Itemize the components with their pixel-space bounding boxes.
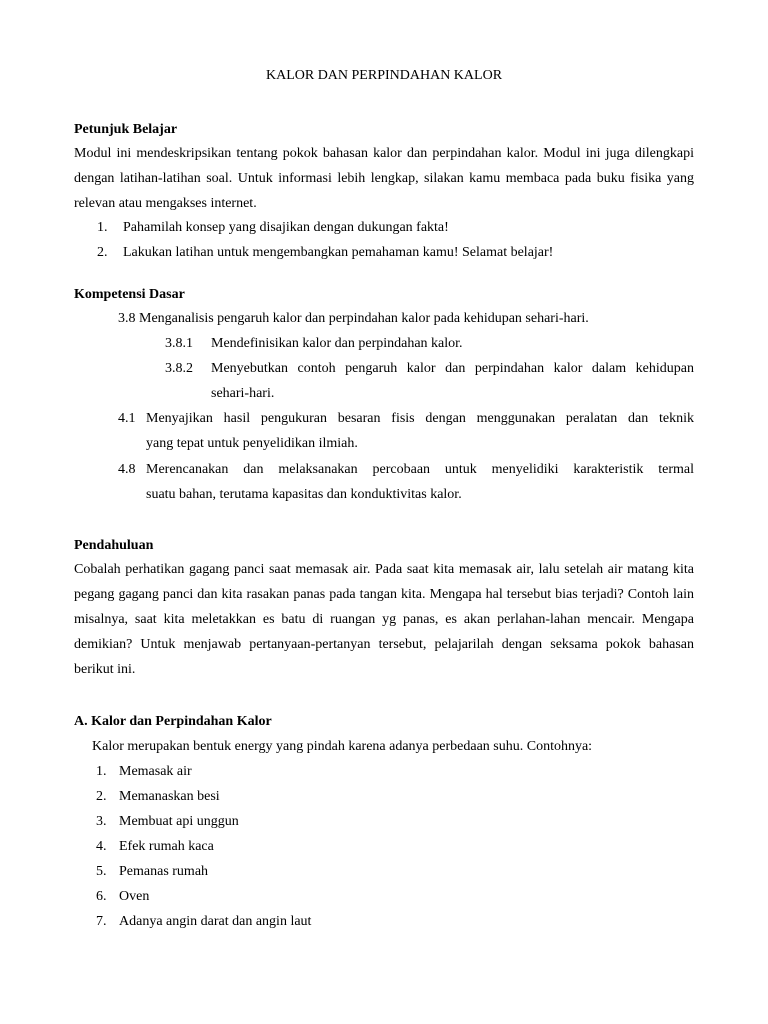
- kd-4-8-text-continued: suatu bahan, terutama kapasitas dan konduktivitas kalor.: [146, 487, 462, 502]
- example-number: 4.: [96, 839, 107, 854]
- example-number: 3.: [96, 814, 107, 829]
- example-number: 2.: [96, 789, 107, 804]
- example-item: Adanya angin darat dan angin laut: [119, 914, 312, 929]
- section-a-intro: Kalor merupakan bentuk energy yang pindah karena adanya perbedaan suhu. Contohnya:: [92, 739, 593, 754]
- example-item: Memanaskan besi: [119, 789, 220, 804]
- kd-3-8: 3.8 Menganalisis pengaruh kalor dan perpindahan kalor pada kehidupan sehari-hari.: [118, 311, 589, 326]
- example-number: 6.: [96, 889, 107, 904]
- kompetensi-heading: Kompetensi Dasar: [74, 287, 185, 302]
- example-number: 5.: [96, 864, 107, 879]
- kd-sub-text: Mendefinisikan kalor dan perpindahan kalor.: [211, 336, 463, 351]
- petunjuk-item-text: Lakukan latihan untuk mengembangkan pemahaman kamu! Selamat belajar!: [123, 245, 554, 260]
- kd-sub-number: 3.8.1: [165, 336, 193, 351]
- petunjuk-item-number: 2.: [97, 245, 108, 260]
- kd-4-1-number: 4.1: [118, 411, 136, 426]
- example-item: Membuat api unggun: [119, 814, 239, 829]
- petunjuk-heading: Petunjuk Belajar: [74, 122, 178, 137]
- kd-4-1-text: Menyajikan hasil pengukuran besaran fisis dengan menggunakan peralatan dan teknik: [146, 411, 694, 426]
- kd-4-1-text-continued: yang tepat untuk penyelidikan ilmiah.: [146, 436, 358, 451]
- pendahuluan-heading: Pendahuluan: [74, 538, 154, 553]
- example-number: 7.: [96, 914, 107, 929]
- petunjuk-paragraph: Modul ini mendeskripsikan tentang pokok bahasan kalor dan perpindahan kalor. Modul ini juga dilengkapi dengan latihan-latihan soal. Untuk informasi lebih lengkap, silakan kamu membaca pada buku fisika yang relevan atau mengakses internet.: [74, 146, 694, 211]
- kd-4-8-text: Merencanakan dan melaksanakan percobaan untuk menyelidiki karakteristik termal: [146, 462, 694, 477]
- pendahuluan-paragraph: Cobalah perhatikan gagang panci saat memasak air. Pada saat kita memasak air, lalu setelah air matang kita pegang gagang panci dan kita rasakan panas pada tangan kita. Mengapa hal tersebut bias terjadi? Contoh lain misalnya, saat kita meletakkan es batu di ruangan yg panas, es akan perlahan-lahan mencair. Mengapa demikian? Untuk menjawab pertanyaan-pertanyan tersebut, pelajarilah dengan seksama pokok bahasan berikut ini.: [74, 562, 694, 677]
- example-number: 1.: [96, 764, 107, 779]
- kd-sub-number: 3.8.2: [165, 361, 193, 376]
- petunjuk-item-text: Pahamilah konsep yang disajikan dengan dukungan fakta!: [123, 220, 449, 235]
- example-item: Efek rumah kaca: [119, 839, 214, 854]
- document-title: KALOR DAN PERPINDAHAN KALOR: [265, 68, 503, 83]
- kd-sub-text-continued: sehari-hari.: [211, 386, 275, 401]
- petunjuk-item-number: 1.: [97, 220, 108, 235]
- kd-sub-text: Menyebutkan contoh pengaruh kalor dan perpindahan kalor dalam kehidupan: [211, 361, 694, 376]
- example-item: Oven: [119, 889, 150, 904]
- section-a-heading: A. Kalor dan Perpindahan Kalor: [74, 714, 272, 729]
- kd-4-8-number: 4.8: [118, 462, 136, 477]
- example-item: Memasak air: [119, 764, 192, 779]
- example-item: Pemanas rumah: [119, 864, 209, 879]
